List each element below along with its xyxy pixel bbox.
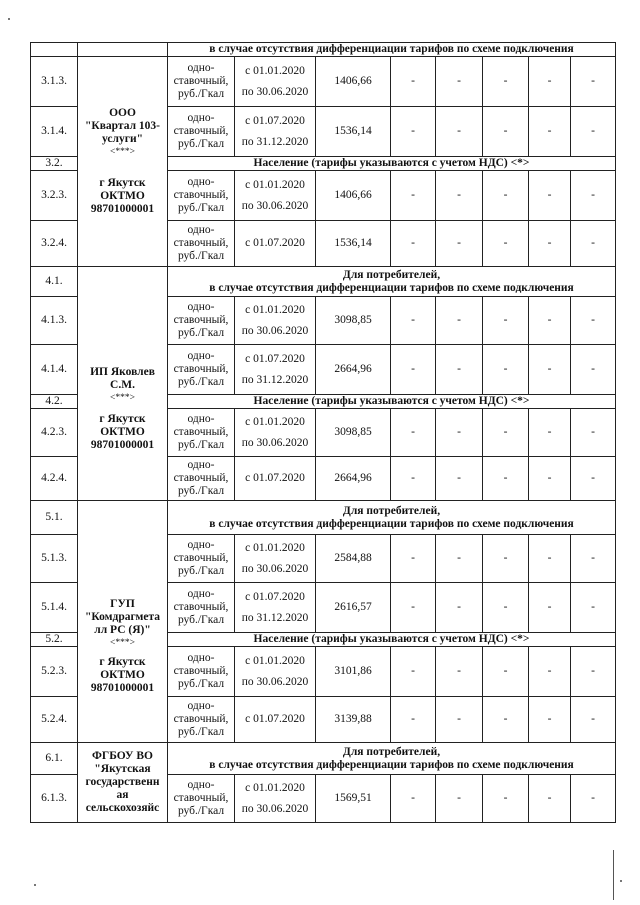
heading-text: Для потребителей, [342,268,441,281]
empty-value: - [391,221,436,267]
row-number: 4.1.4. [31,345,78,395]
rate-type-line: ставочный, [173,363,229,375]
empty-value: - [391,647,436,697]
row-number: 5.2.3. [31,647,78,697]
empty-value: - [483,107,529,157]
row-number: 6.1.3. [31,775,78,823]
section-heading: Население (тарифы указываются с учетом НДС) <*> [168,157,616,171]
rate-type-line: руб./Гкал [177,439,225,451]
rate-type-line: одно- [187,176,215,188]
rate-type-line: одно- [187,652,215,664]
tariff-value: 1406,66 [316,171,391,221]
period-from: с 01.01.2020 [245,654,305,667]
row-number: 4.1.3. [31,297,78,345]
row-number: 5.1.3. [31,535,78,583]
section-heading [168,43,616,57]
empty-value: - [391,297,436,345]
org-name-line: "Комдрагмета [84,611,161,623]
period [235,409,316,457]
org-city: г Якутск [99,656,146,668]
empty-value: - [529,457,571,501]
empty-value: - [436,221,483,267]
empty-value: - [571,221,616,267]
rate-type-line: одно- [187,224,215,236]
rate-type-line: руб./Гкал [177,805,225,817]
rate-type-line: ставочный, [173,713,229,725]
period-from: с 01.07.2020 [245,114,305,127]
rate-type [168,697,235,743]
empty-value: - [483,535,529,583]
tariff-value: 2584,88 [316,535,391,583]
empty-value: - [483,647,529,697]
rate-type [168,583,235,633]
period-from: с 01.07.2020 [245,352,305,365]
empty-value: - [391,697,436,743]
empty-value: - [571,697,616,743]
period [235,775,316,823]
empty-value: - [391,171,436,221]
empty-value: - [529,775,571,823]
period-to: по 30.06.2020 [241,436,309,449]
empty-value: - [483,583,529,633]
empty-value: - [483,345,529,395]
org-oktmo-code: 98701000001 [90,438,155,451]
row-number: 3.2.4. [31,221,78,267]
empty-value: - [571,457,616,501]
org-name-line: государственн [85,776,160,788]
period [235,107,316,157]
tariff-value: 3098,85 [316,409,391,457]
empty-value: - [529,297,571,345]
org-oktmo-label: ОКТМО [100,190,145,202]
period-from: с 01.07.2020 [245,590,305,603]
rate-type [168,345,235,395]
period [235,345,316,395]
period [235,297,316,345]
period-from: с 01.01.2020 [245,415,305,428]
section-heading: Население (тарифы указываются с учетом НДС) <*> [168,395,616,409]
period-to: по 31.12.2020 [241,611,309,624]
rate-type [168,171,235,221]
empty-value: - [529,697,571,743]
empty-value: - [436,57,483,107]
table-row [31,743,616,775]
row-number: 6.1. [31,743,78,775]
section-heading [168,743,616,775]
row-number: 3.2. [31,157,78,171]
period [235,697,316,743]
row-number: 5.2.4. [31,697,78,743]
rate-type-line: одно- [187,301,215,313]
period-from: с 01.01.2020 [245,178,305,191]
period-from: с 01.01.2020 [245,541,305,554]
empty-value: - [571,409,616,457]
rate-type-line: ставочный, [173,237,229,249]
tariff-value: 3139,88 [316,697,391,743]
rate-type-line: одно- [187,779,215,791]
org-marker: <***> [110,638,135,648]
org-name-line: сельскохозяйс [85,802,160,814]
rate-type [168,297,235,345]
empty-value: - [436,107,483,157]
empty-value: - [391,775,436,823]
tariff-table [30,42,616,823]
rate-type-line: одно- [187,413,215,425]
rate-type-line: ставочный, [173,314,229,326]
period-from: с 01.07.2020 [245,237,305,249]
period [235,171,316,221]
period-from: с 01.01.2020 [245,64,305,77]
tariff-value: 1536,14 [316,221,391,267]
period [235,57,316,107]
rate-type-line: руб./Гкал [177,614,225,626]
empty-value: - [436,583,483,633]
rate-type-line: руб./Гкал [177,726,225,738]
empty-value: - [571,583,616,633]
rate-type-line: руб./Гкал [177,485,225,497]
empty-value: - [529,409,571,457]
empty-value: - [436,775,483,823]
rate-type-line: ставочный, [173,472,229,484]
rate-type-line: ставочный, [173,426,229,438]
section-heading [168,267,616,297]
row-number [31,43,78,57]
empty-value: - [483,171,529,221]
org-city: г Якутск [99,177,146,189]
org-marker: <***> [110,147,135,157]
tariff-value: 2664,96 [316,457,391,501]
org-name [78,57,168,267]
org-name-line: С.М. [110,378,135,391]
empty-value: - [436,535,483,583]
empty-value: - [571,345,616,395]
empty-value: - [529,583,571,633]
empty-value: - [391,583,436,633]
org-oktmo-code: 98701000001 [90,203,155,215]
empty-value: - [436,171,483,221]
heading-text: в случае отсутствия дифференциации тарифов по схеме подключения [209,43,574,55]
org-name-line: ФГБОУ ВО [92,750,153,762]
period [235,647,316,697]
period-to: по 30.06.2020 [241,562,309,575]
heading-text: в случае отсутствия дифференциации тарифов по схеме подключения [209,517,574,530]
empty-value: - [436,409,483,457]
heading-text: в случае отсутствия дифференциации тарифов по схеме подключения [209,281,574,294]
rate-type-line: руб./Гкал [177,88,225,100]
rate-type [168,57,235,107]
rate-type [168,457,235,501]
empty-value: - [529,647,571,697]
empty-value: - [436,297,483,345]
empty-value: - [483,57,529,107]
org-name-line: "Якутская [94,763,151,775]
rate-type-line: одно- [187,700,215,712]
table-row [31,501,616,535]
empty-value: - [483,457,529,501]
period-to: по 30.06.2020 [241,324,309,337]
table-row [31,267,616,297]
row-number: 3.2.3. [31,171,78,221]
rate-type-line: руб./Гкал [177,138,225,150]
empty-value: - [529,107,571,157]
row-number: 3.1.4. [31,107,78,157]
rate-type-line: руб./Гкал [177,202,225,214]
empty-value: - [483,409,529,457]
org-name-line: услуги" [102,133,143,145]
rate-type-line: ставочный, [173,189,229,201]
rate-type-line: руб./Гкал [177,565,225,577]
period [235,583,316,633]
empty-value: - [571,535,616,583]
empty-value: - [529,57,571,107]
tariff-value: 1569,51 [316,775,391,823]
rate-type-line: ставочный, [173,125,229,137]
org-oktmo-label: ОКТМО [100,425,145,438]
org-name-line: ИП Яковлев [90,365,155,378]
org-marker: <***> [110,392,135,403]
empty-value: - [436,457,483,501]
empty-value: - [483,775,529,823]
tariff-value: 1536,14 [316,107,391,157]
rate-type-line: одно- [187,112,215,124]
empty-value: - [529,345,571,395]
scan-speck [34,884,36,886]
org-name-line: лл РС (Я)" [94,624,151,636]
empty-value: - [571,775,616,823]
rate-type [168,535,235,583]
rate-type-line: ставочный, [173,601,229,613]
rate-type-line: одно- [187,350,215,362]
tariff-value: 2616,57 [316,583,391,633]
rate-type [168,107,235,157]
org-oktmo-code: 98701000001 [90,682,155,694]
rate-type [168,775,235,823]
rate-type [168,221,235,267]
row-number: 4.2.3. [31,409,78,457]
rate-type-line: руб./Гкал [177,250,225,262]
period-from: с 01.07.2020 [245,472,305,484]
org-name [78,267,168,501]
row-number: 4.2. [31,395,78,409]
period-to: по 30.06.2020 [241,199,309,212]
period-to: по 30.06.2020 [241,802,309,815]
tariff-value: 3098,85 [316,297,391,345]
empty-value: - [483,221,529,267]
rate-type-line: ставочный, [173,792,229,804]
org-name-line: ООО [109,107,136,119]
row-number: 3.1.3. [31,57,78,107]
row-number: 4.2.4. [31,457,78,501]
period-from: с 01.01.2020 [245,303,305,316]
empty-value: - [571,57,616,107]
empty-value: - [391,57,436,107]
empty-value: - [571,647,616,697]
rate-type-line: руб./Гкал [177,327,225,339]
row-number: 5.1.4. [31,583,78,633]
empty-value: - [391,409,436,457]
section-heading: Население (тарифы указываются с учетом НДС) <*> [168,633,616,647]
empty-value: - [391,457,436,501]
org-city: г Якутск [99,412,146,425]
row-number: 5.2. [31,633,78,647]
period [235,457,316,501]
scan-speck [620,880,622,882]
org-name [78,743,168,823]
rate-type-line: руб./Гкал [177,376,225,388]
rate-type-line: ставочный, [173,75,229,87]
empty-value: - [436,697,483,743]
org-cell [78,43,168,57]
empty-value: - [391,107,436,157]
period-from: с 01.07.2020 [245,713,305,725]
empty-value: - [436,345,483,395]
empty-value: - [529,171,571,221]
section-heading [168,501,616,535]
scan-speck [8,18,10,20]
rate-type-line: ставочный, [173,552,229,564]
empty-value: - [436,647,483,697]
period-to: по 30.06.2020 [241,85,309,98]
empty-value: - [529,221,571,267]
tariff-value: 3101,86 [316,647,391,697]
org-name-line: ая [116,789,129,801]
org-name-line: "Квартал 103- [85,120,160,132]
period [235,535,316,583]
rate-type [168,647,235,697]
heading-text: Для потребителей, [342,504,441,517]
empty-value: - [483,697,529,743]
tariff-value: 1406,66 [316,57,391,107]
scan-edge-line [613,850,614,900]
table-row [31,57,616,107]
tariff-value: 2664,96 [316,345,391,395]
org-name-line: ГУП [110,598,135,610]
rate-type-line: руб./Гкал [177,678,225,690]
empty-value: - [571,171,616,221]
period-to: по 31.12.2020 [241,135,309,148]
org-oktmo-label: ОКТМО [100,669,145,681]
empty-value: - [391,535,436,583]
rate-type-line: одно- [187,588,215,600]
heading-text: Для потребителей, [342,745,441,758]
period-from: с 01.01.2020 [245,781,305,794]
empty-value: - [571,107,616,157]
row-number: 5.1. [31,501,78,535]
rate-type [168,409,235,457]
rate-type-line: одно- [187,539,215,551]
empty-value: - [529,535,571,583]
empty-value: - [483,297,529,345]
period [235,221,316,267]
heading-text: в случае отсутствия дифференциации тарифов по схеме подключения [209,758,574,771]
rate-type-line: одно- [187,459,215,471]
rate-type-line: ставочный, [173,665,229,677]
empty-value: - [391,345,436,395]
period-to: по 30.06.2020 [241,675,309,688]
empty-value: - [571,297,616,345]
rate-type-line: одно- [187,62,215,74]
org-name [78,501,168,743]
row-number: 4.1. [31,267,78,297]
period-to: по 31.12.2020 [241,373,309,386]
